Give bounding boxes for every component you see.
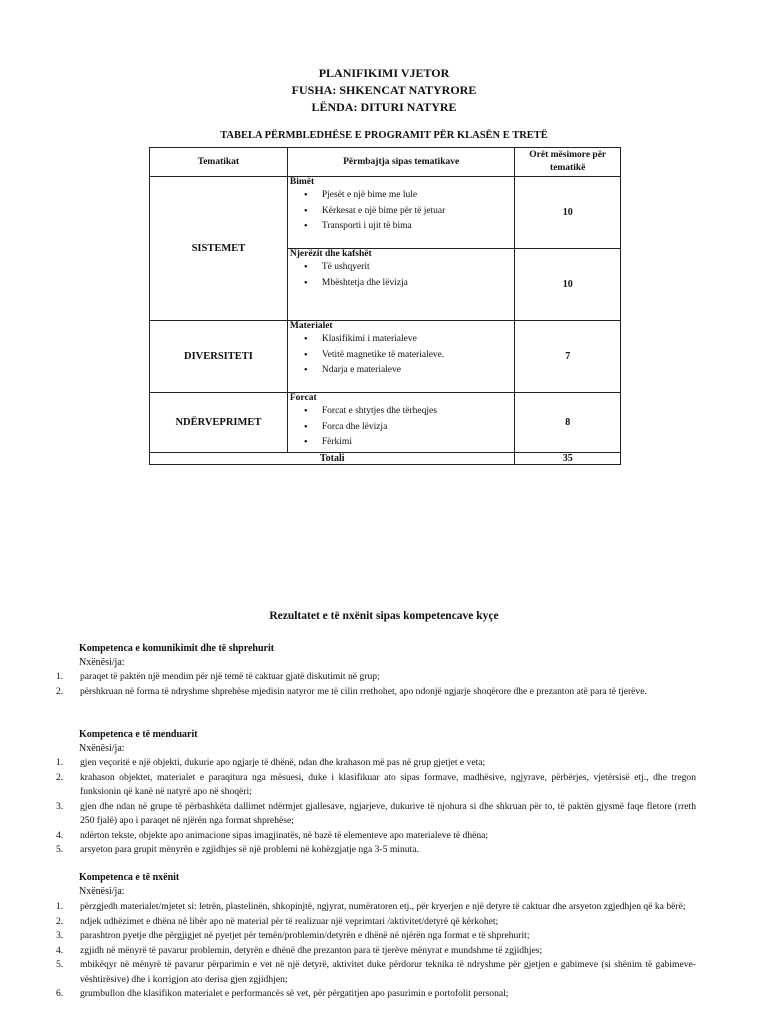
table-row: [150, 393, 621, 453]
theme-cell: DIVERSITETI: [150, 321, 288, 393]
content-list: [290, 260, 513, 291]
list-item: 6. grumbullon dhe klasifikon materialet e performancës së vet, për përgatitjen apo pasurimin e portofolit personal;: [56, 988, 509, 999]
student-label: Nxënësi/ja:: [79, 743, 125, 754]
content-item: • Klasifikimi i materialeve: [322, 332, 513, 348]
results-list: [56, 900, 696, 1002]
list-item: 3. parashtron pyetje dhe përgjigjet në pyetjet për temën/problemin/detyrën e dhënë në njërën nga format e të shprehurit;: [56, 930, 530, 941]
list-item: 2. ndjek udhëzimet e dhëna në libër apo në material për të realizuar një veprimtari /aktivitet/detyrë që kërkohet;: [56, 915, 499, 927]
content-item: • Vetitë magnetike të materialeve.: [322, 348, 513, 364]
list-item: 2. krahason objektet, materialet e paraqitura nga mësuesi, duke i klasifikuar ato sipas formave, madhësive, ngjyrave, përbërjes, vjetërsisë etj., dhe tregon funksionin që kanë në natyrë apo në shoqëri;: [56, 771, 696, 797]
list-item: 5. arsyeton para grupit mënyrën e zgjidhjes së një problemi në kohëzgjatje nga 3-5 minuta.: [56, 844, 419, 855]
hours-cell: 10: [515, 249, 621, 321]
content-group-title: Materialet: [289, 321, 333, 331]
doc-subject: LËNDA: DITURI NATYRE: [311, 100, 457, 114]
content-item: • Transporti i ujit të bima: [322, 219, 513, 235]
table-row: [150, 321, 621, 393]
content-item: • Mbështetja dhe lëvizja: [322, 276, 513, 292]
content-item: • Forcat e shtytjes dhe tërheqjes: [322, 404, 513, 420]
hours-cell: 8: [515, 393, 621, 453]
total-value: 35: [515, 453, 621, 465]
content-item: • Ndarja e materialeve: [322, 363, 513, 379]
program-table: [149, 147, 621, 465]
header-hours: Orët mësimore për tematikë: [515, 148, 621, 177]
hours-cell: 10: [515, 177, 621, 249]
content-group-title: Bimët: [289, 177, 315, 187]
list-item: 1. gjen veçoritë e një objekti, dukurie apo ngjarje të dhënë, ndan dhe krahason më pas në grup gjetjet e veta;: [56, 757, 486, 768]
list-item: 1. përzgjedh materialet/mjetet si: letrën, plastelinën, shkopinjtë, ngjyrat, numëratoren etj., për kryerjen e një detyre të caktuar dhe arsyeton zgjedhjen që ka bërë;: [56, 901, 686, 912]
total-label: Totali: [150, 453, 515, 465]
student-label: Nxënësi/ja:: [79, 657, 125, 668]
competence-heading: Kompetenca e komunikimit dhe të shprehurit: [79, 643, 275, 654]
list-item: 1. paraqet të paktën një mendim për një temë të caktuar gjatë diskutimit në grup;: [56, 671, 380, 682]
table-header-row: [150, 148, 621, 177]
table-row: [150, 177, 621, 249]
results-list: [56, 756, 696, 858]
content-item: • Forca dhe lëvizja: [322, 420, 513, 436]
content-cell: [287, 393, 515, 453]
content-item: • Fërkimi: [322, 435, 513, 451]
student-label: Nxënësi/ja:: [79, 886, 125, 897]
content-group-title: Forcat: [289, 393, 317, 403]
hours-cell: 7: [515, 321, 621, 393]
list-item: 4. ndërton tekste, objekte apo animacione sipas imagjinatës, në bazë të elementeve apo materialeve të dhëna;: [56, 829, 489, 841]
content-item: • Pjesët e një bime me lule: [322, 188, 513, 204]
content-cell: [287, 321, 515, 393]
content-cell: [287, 249, 515, 321]
results-title: Rezultatet e të nxënit sipas kompetencave kyçe: [269, 610, 499, 622]
header-content: Përmbajtja sipas tematikave: [287, 148, 515, 177]
content-cell: [287, 177, 515, 249]
doc-field: FUSHA: SHKENCAT NATYRORE: [291, 83, 477, 97]
results-list: [56, 670, 696, 699]
content-item: • Kërkesat e një bime për të jetuar: [322, 204, 513, 220]
competence-heading: Kompetenca e të menduarit: [79, 729, 198, 740]
content-list: [290, 188, 513, 235]
theme-cell: NDËRVEPRIMET: [150, 393, 288, 453]
doc-title: PLANIFIKIMI VJETOR: [318, 66, 450, 80]
list-item: 2. përshkruan në forma të ndryshme shprehëse mjedisin natyror me të cilin rrethohet, apo ndonjë ngjarje shoqërore dhe e prezanton atë para të tjerëve.: [56, 685, 647, 697]
list-item: 4. zgjidh në mënyrë të pavarur problemin, detyrën e dhënë dhe prezanton para të tjerëve mënyrat e mundshme të zgjidhjes;: [56, 944, 543, 956]
header-themes: Tematikat: [150, 148, 288, 177]
theme-cell: SISTEMET: [150, 177, 288, 321]
content-item: • Të ushqyerit: [322, 260, 513, 276]
content-list: [290, 404, 513, 451]
list-item: 5. mbikëqyr në mënyrë të pavarur përparimin e vet në një detyrë, aktivitet duke përdorur teknika të ndryshme për gjetjen e gabimeve (si shënim të gabimeve-vështirësive) dhe i korrigjon ato derisa gjen zgjidhjen;: [56, 959, 696, 985]
competence-heading: Kompetenca e të nxënit: [79, 872, 180, 883]
content-group-title: Njerëzit dhe kafshët: [289, 249, 372, 259]
content-list: [290, 332, 513, 379]
list-item: 3. gjen dhe ndan në grupe të përbashkëta dallimet ndërmjet gjallesave, ngjarjeve, dukurive të njohura si dhe shkruan për to, të paktën gjysmë faqe fletore (rreth 250 fjalë) apo i paraqet në njërën nga format shprehëse;: [56, 800, 696, 826]
table-title: TABELA PËRMBLEDHËSE E PROGRAMIT PËR KLASËN E TRETË: [220, 130, 548, 141]
total-row: [150, 453, 621, 465]
